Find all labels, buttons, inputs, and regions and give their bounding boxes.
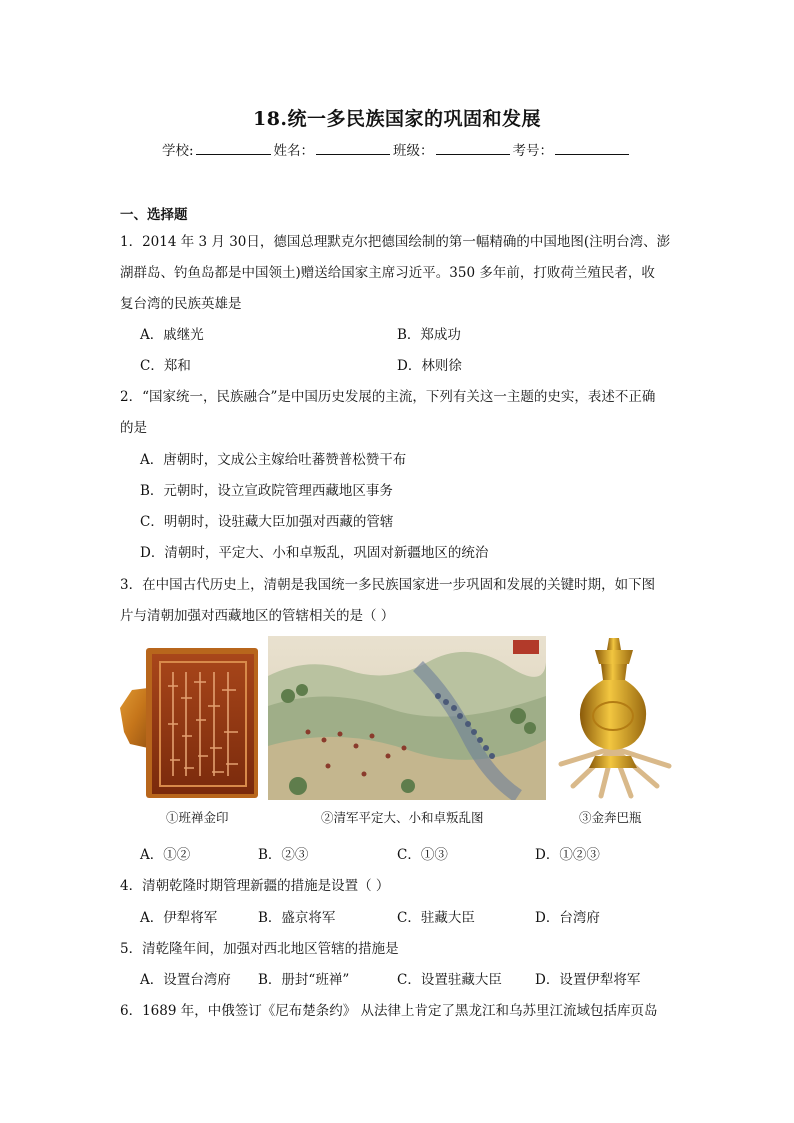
exam-no-blank [555, 142, 629, 155]
image-3-caption: ③金奔巴瓶 [579, 810, 642, 825]
name-blank [316, 142, 390, 155]
question-2-line-1: 2．“国家统一，民族融合”是中国历史发展的主流，下列有关这一主题的史实，表述不正确 [120, 389, 656, 405]
qing-army-battle-painting-image [268, 636, 546, 800]
question-4-line-1: 4．清朝乾隆时期管理新疆的措施是设置（ ） [120, 878, 390, 894]
question-2-option-a: A．唐朝时，文成公主嫁给吐蕃赞普松赞干布 [140, 452, 407, 468]
school-blank [196, 142, 271, 155]
question-2-option-b: B．元朝时，设立宣政院管理西藏地区事务 [140, 483, 393, 499]
banchan-golden-seal-image [118, 636, 260, 800]
question-1-option-b: B．郑成功 [397, 327, 461, 343]
question-3-option-b: B．②③ [258, 847, 309, 863]
question-1-line-1: 1．2014 年 3 月 30日，德国总理默克尔把德国绘制的第一幅精确的中国地图(注明台湾、澎 [120, 234, 671, 250]
question-1-line-2: 湖群岛、钓鱼岛都是中国领土)赠送给国家主席习近平。350 多年前，打败荷兰殖民者，收 [120, 265, 655, 281]
question-3-line-1: 3．在中国古代历史上，清朝是我国统一多民族国家进一步巩固和发展的关键时期，如下图 [120, 577, 656, 593]
question-5-line-1: 5．清乾隆年间，加强对西北地区管辖的措施是 [120, 941, 399, 957]
question-5-option-b: B．册封“班禅” [258, 972, 350, 988]
class-label: 班级： [393, 143, 434, 159]
question-2-option-d: D．清朝时，平定大、小和卓叛乱，巩固对新疆地区的统治 [140, 545, 489, 561]
image-2-caption: ②清军平定大、小和卓叛乱图 [321, 810, 484, 825]
question-1-option-c: C．郑和 [140, 358, 191, 374]
question-3-option-a: A．①② [140, 847, 191, 863]
question-4-option-b: B．盛京将军 [258, 910, 336, 926]
question-5-option-a: A．设置台湾府 [140, 972, 231, 988]
question-5-option-c: C．设置驻藏大臣 [397, 972, 502, 988]
question-3-option-c: C．①③ [397, 847, 448, 863]
question-4-option-d: D．台湾府 [535, 910, 600, 926]
question-6-line-1: 6．1689 年，中俄签订《尼布楚条约》 从法律上肯定了黑龙江和乌苏里江流域包括库页岛 [120, 1003, 658, 1019]
school-label: 学校: [161, 143, 194, 159]
question-2-line-2: 的是 [120, 420, 147, 436]
question-3-option-d: D．①②③ [535, 847, 600, 863]
question-1-option-d: D．林则徐 [397, 358, 462, 374]
question-4-option-a: A．伊犁将军 [140, 910, 218, 926]
question-2-option-c: C．明朝时，设驻藏大臣加强对西藏的管辖 [140, 514, 394, 530]
image-1-caption: ①班禅金印 [166, 810, 229, 825]
golden-urn-image [555, 636, 673, 800]
class-blank [436, 142, 510, 155]
question-4-option-c: C．驻藏大臣 [397, 910, 475, 926]
section-heading: 一、选择题 [120, 207, 188, 223]
question-3-line-2: 片与清朝加强对西藏地区的管辖相关的是（ ） [120, 608, 395, 624]
question-1-option-a: A．戚继光 [140, 327, 204, 343]
page-title: 18.统一多民族国家的巩固和发展 [252, 108, 542, 130]
question-1-line-3: 复台湾的民族英雄是 [120, 296, 242, 312]
student-info-row [0, 139, 794, 159]
name-label: 姓名： [273, 143, 315, 159]
question-5-option-d: D．设置伊犁将军 [535, 972, 641, 988]
exam-no-label: 考号： [512, 143, 554, 159]
